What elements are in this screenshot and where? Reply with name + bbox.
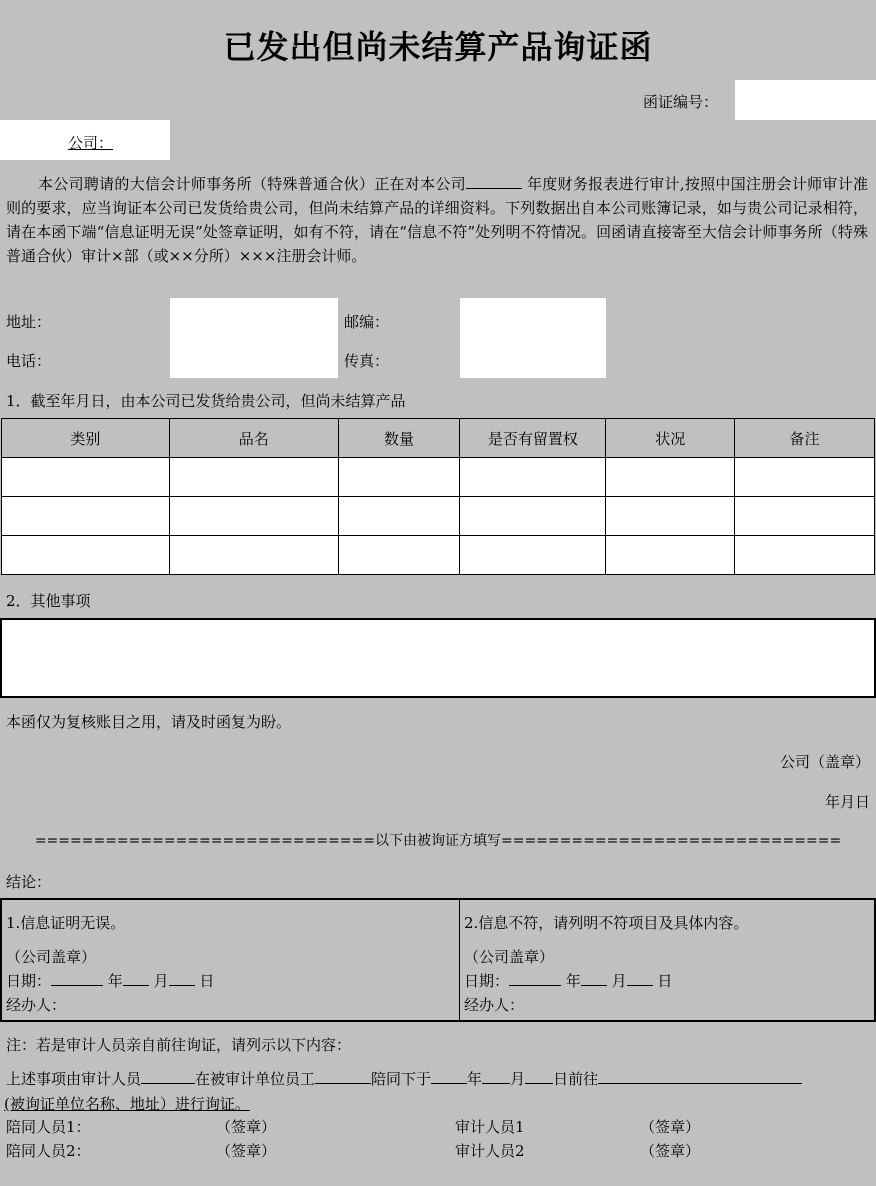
fax-label: 传真：: [344, 352, 390, 370]
month-blank[interactable]: [482, 1069, 510, 1084]
letter-no-label: 函证编号：: [643, 93, 719, 111]
table-cell[interactable]: [735, 536, 875, 575]
other-matters-field[interactable]: [0, 618, 876, 698]
employee-blank[interactable]: [315, 1069, 371, 1084]
table-row: [2, 497, 875, 536]
intro-text-1: 本公司聘请的大信会计师事务所（特殊普通合伙）正在对本公司: [38, 175, 466, 193]
destination-blank[interactable]: [598, 1069, 802, 1084]
table-header-row: [2, 419, 875, 458]
table-row: [2, 536, 875, 575]
note-title: 注：若是审计人员亲自前往询证，请列示以下内容：: [6, 1036, 352, 1054]
month-blank[interactable]: [123, 971, 149, 986]
year-blank[interactable]: [51, 971, 103, 986]
postcode-label: 邮编：: [344, 313, 390, 331]
date-row: 日期： 年 月 日: [464, 972, 673, 990]
accompany-2-label: 陪同人员2：: [6, 1142, 91, 1160]
table-cell[interactable]: [169, 536, 338, 575]
phone-label: 电话：: [6, 352, 52, 370]
auditor-2-label: 审计人员2: [455, 1142, 525, 1160]
day-blank[interactable]: [525, 1069, 553, 1084]
intro-text-2: 年度财务报表进行审计,按照中国注册会计师审计准则的要求，应当询证本公司已发货给贵公司，但尚未结算产品的详细资料。下列数据出自本公司账簿记录，如与贵公司记录相符，请在本函下端“信息证明无误”处签章证明，如有不符，请在“信息不符”处列明不符情况。回函请直接寄至大信会计师事务所（特殊普通合伙）审计×部（或××分所）×××注册会计师。: [6, 175, 868, 265]
address-label: 地址：: [6, 313, 52, 331]
header-product-name: 品名: [169, 419, 338, 458]
conclusion-label: 结论：: [6, 873, 52, 891]
table-cell[interactable]: [460, 536, 606, 575]
table-cell[interactable]: [2, 458, 170, 497]
confirm-mismatch-title: 2.信息不符，请列明不符项目及具体内容。: [464, 914, 749, 932]
confirm-mismatch-box[interactable]: [459, 898, 876, 1022]
company-stamp: 公司（盖章）: [779, 753, 870, 771]
phone-field[interactable]: [170, 338, 338, 378]
handler-label: 经办人：: [464, 996, 525, 1014]
table-cell[interactable]: [2, 536, 170, 575]
header-status: 状况: [606, 419, 735, 458]
table-cell[interactable]: [735, 497, 875, 536]
company-label: 公司：: [68, 134, 114, 152]
table-cell[interactable]: [460, 458, 606, 497]
date-row: 日期： 年 月 日: [6, 972, 215, 990]
year-blank[interactable]: [431, 1069, 467, 1084]
header-remarks: 备注: [735, 419, 875, 458]
note-line-2: 上述事项由审计人员 在被审计单位员工 陪同下于 年 月 日前往: [6, 1068, 874, 1089]
divider-line: =============================以下由被询证方填写=============================: [34, 833, 842, 849]
section2-title: 2．其他事项: [6, 592, 91, 610]
auditor-blank[interactable]: [141, 1069, 195, 1084]
auditor-1-sign: （签章）: [640, 1118, 701, 1136]
page-title: 已发出但尚未结算产品询证函: [223, 28, 653, 66]
seal-text: （公司盖章）: [464, 948, 555, 966]
header-category: 类别: [2, 419, 170, 458]
header-lien: 是否有留置权: [460, 419, 606, 458]
date-line: 年月日: [824, 793, 870, 811]
seal-text: （公司盖章）: [6, 948, 97, 966]
confirm-correct-box[interactable]: [0, 898, 460, 1022]
table-row: [2, 458, 875, 497]
closing-text: 本函仅为复核账目之用，请及时函复为盼。: [6, 713, 292, 731]
products-table: [1, 418, 875, 575]
note-line-3: (被询证单位名称、地址）进行询证。: [4, 1095, 250, 1113]
table-cell[interactable]: [735, 458, 875, 497]
table-cell[interactable]: [606, 458, 735, 497]
day-blank[interactable]: [169, 971, 195, 986]
intro-paragraph: [6, 172, 868, 268]
table-cell[interactable]: [606, 497, 735, 536]
section1-title: 1．截至年月日，由本公司已发货给贵公司，但尚未结算产品: [6, 392, 406, 410]
letter-no-field[interactable]: [735, 80, 876, 120]
handler-label: 经办人：: [6, 996, 67, 1014]
address-field[interactable]: [170, 298, 338, 338]
accompany-2-sign: （签章）: [216, 1142, 277, 1160]
accompany-1-sign: （签章）: [216, 1118, 277, 1136]
auditor-1-label: 审计人员1: [455, 1118, 525, 1136]
table-cell[interactable]: [2, 497, 170, 536]
fax-field[interactable]: [460, 338, 606, 378]
table-cell[interactable]: [338, 536, 460, 575]
table-cell[interactable]: [338, 497, 460, 536]
table-cell[interactable]: [338, 458, 460, 497]
accompany-1-label: 陪同人员1：: [6, 1118, 91, 1136]
month-blank[interactable]: [581, 971, 607, 986]
table-cell[interactable]: [169, 497, 338, 536]
auditor-2-sign: （签章）: [640, 1142, 701, 1160]
year-blank[interactable]: [509, 971, 561, 986]
header-quantity: 数量: [338, 419, 460, 458]
year-blank[interactable]: [466, 174, 522, 189]
postcode-field[interactable]: [460, 298, 606, 338]
table-cell[interactable]: [606, 536, 735, 575]
table-cell[interactable]: [169, 458, 338, 497]
table-cell[interactable]: [460, 497, 606, 536]
confirm-correct-title: 1.信息证明无误。: [6, 914, 126, 932]
day-blank[interactable]: [627, 971, 653, 986]
